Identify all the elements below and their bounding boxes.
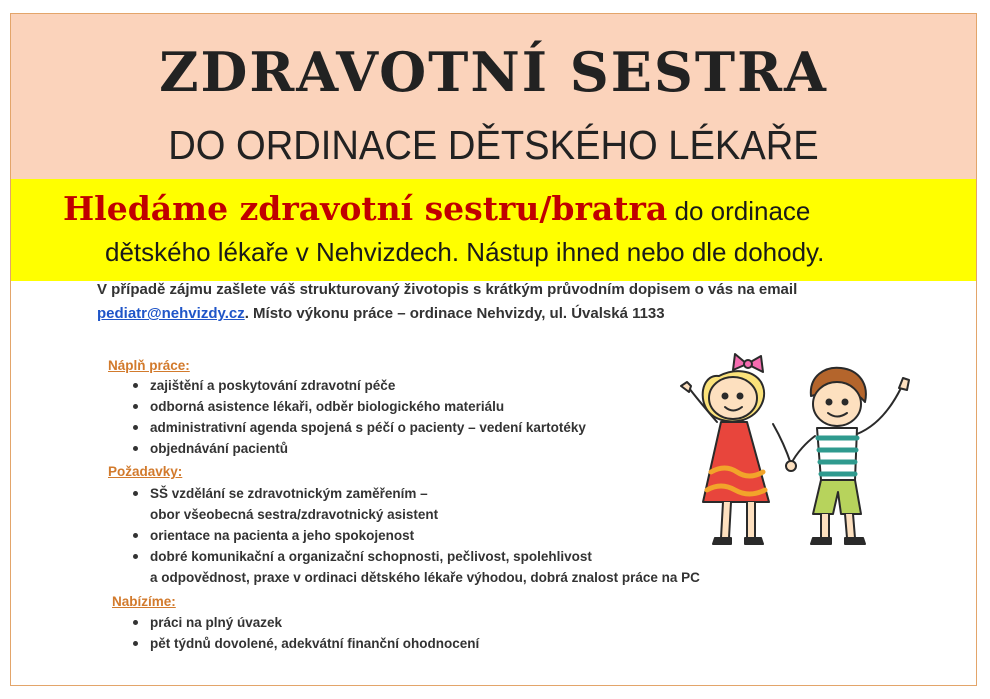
children-illustration	[665, 352, 925, 552]
boy-eye-left	[827, 400, 832, 405]
list-item	[130, 546, 700, 588]
boy-right-hand	[899, 378, 909, 390]
intro-line-1: V případě zájmu zašlete váš strukturovaný životopis s krátkým průvodním dopisem o vás na email	[97, 281, 798, 298]
email-link[interactable]: pediatr@nehvizdy.cz	[97, 305, 245, 322]
section-title-pozadavky: Požadavky:	[108, 464, 183, 479]
boy-left-arm	[791, 436, 815, 464]
list-item-line: a odpovědnost, praxe v ordinaci dětského lékaře výhodou, dobrá znalost práce na PC	[150, 570, 700, 585]
boy-leg-right	[845, 514, 855, 538]
list-item-line: SŠ vzdělání se zdravotnickým zaměřením –	[150, 486, 428, 501]
girl-shoe-right	[745, 538, 763, 544]
intro-line-2-rest: . Místo výkonu práce – ordinace Nehvizdy, ul. Úvalská 1133	[244, 305, 665, 322]
list-item: administrativní agenda spojená s péčí o pacienty – vedení kartotéky	[130, 417, 586, 438]
list-item: zajištění a poskytování zdravotní péče	[130, 375, 586, 396]
list-pozadavky	[130, 483, 700, 588]
boy-leg-left	[821, 514, 829, 538]
list-item: práci na plný úvazek	[130, 612, 479, 633]
poster-title: ZDRAVOTNÍ SESTRA	[159, 40, 828, 104]
boy-shorts	[813, 480, 861, 514]
held-hands	[786, 461, 796, 471]
intro-line-2	[97, 302, 917, 326]
girl-eye-right	[738, 394, 743, 399]
list-napln	[130, 375, 586, 459]
banner-line-1-rest: do ordinace	[667, 196, 811, 226]
girl-right-arm	[773, 424, 791, 464]
boy-eye-right	[843, 400, 848, 405]
intro-text	[97, 278, 917, 326]
list-item: objednávání pacientů	[130, 438, 586, 459]
girl-face	[709, 377, 757, 419]
list-item-line: orientace na pacienta a jeho spokojenost	[150, 528, 415, 543]
section-title-nabizime: Nabízíme:	[112, 594, 176, 609]
section-title-napln: Náplň práce:	[108, 358, 190, 373]
girl-left-hand	[681, 382, 691, 392]
header	[11, 14, 976, 179]
banner-highlight: Hledáme zdravotní sestru/bratra	[63, 189, 668, 228]
girl-shoe-left	[713, 538, 731, 544]
boy-face	[813, 382, 861, 426]
list-item	[130, 525, 700, 546]
girl-eye-left	[723, 394, 728, 399]
boy-shoe-left	[811, 538, 831, 544]
poster-subtitle: DO ORDINACE DĚTSKÉHO LÉKAŘE	[168, 122, 819, 168]
list-nabizime	[130, 612, 479, 654]
list-item-line: dobré komunikační a organizační schopnosti, pečlivost, spolehlivost	[150, 549, 592, 564]
banner-line-2: dětského lékaře v Nehvizdech. Nástup ihned nebo dle dohody.	[105, 237, 825, 267]
list-item: odborná asistence lékaři, odběr biologického materiálu	[130, 396, 586, 417]
girl-bow-knot	[744, 360, 752, 368]
banner-line-1	[63, 189, 810, 228]
girl-leg-right	[747, 502, 755, 538]
list-item	[130, 483, 700, 525]
girl-leg-left	[721, 502, 731, 538]
list-item: pět týdnů dovolené, adekvátní finanční ohodnocení	[130, 633, 479, 654]
highlight-banner	[11, 179, 976, 281]
list-item-line: obor všeobecná sestra/zdravotnický asistent	[150, 507, 439, 522]
boy-shoe-right	[845, 538, 865, 544]
